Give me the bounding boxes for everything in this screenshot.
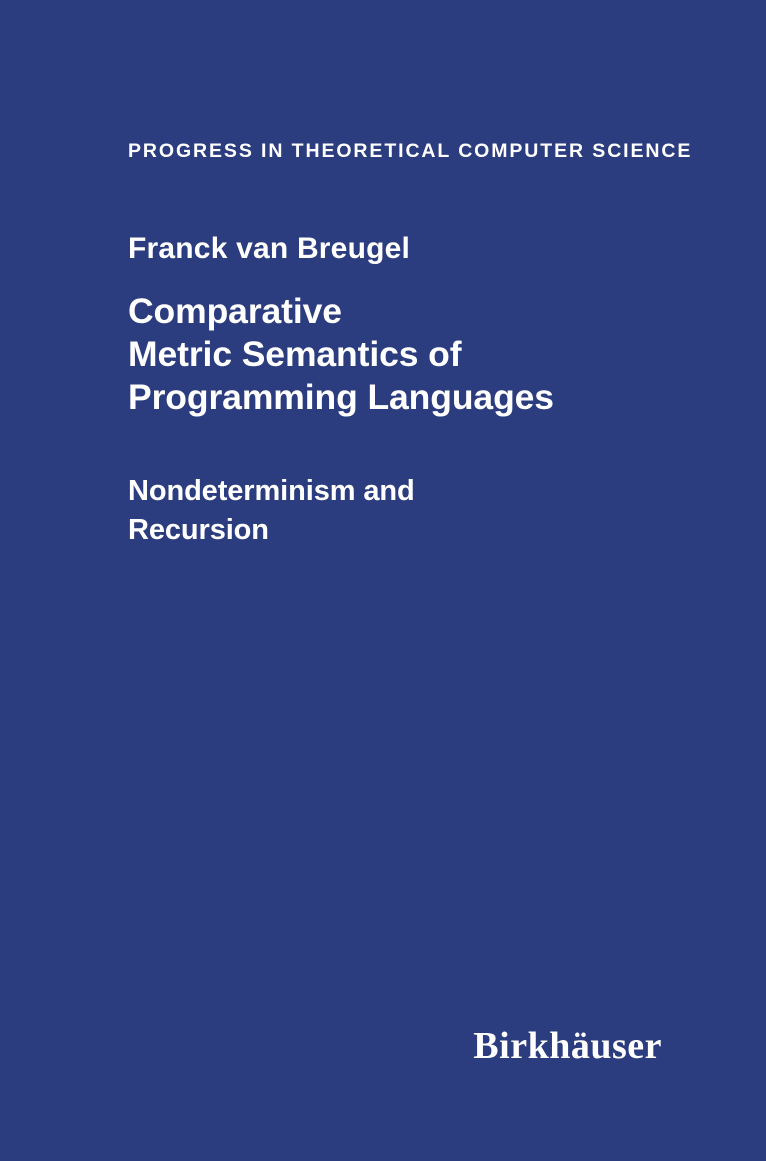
subtitle-line: Nondeterminism and bbox=[128, 475, 415, 507]
publisher-logo: Birkhäuser bbox=[473, 1025, 662, 1067]
subtitle-line: Recursion bbox=[128, 514, 269, 546]
author-name: Franck van Breugel bbox=[128, 232, 411, 265]
series-label: PROGRESS IN THEORETICAL COMPUTER SCIENCE bbox=[128, 140, 693, 162]
book-title bbox=[128, 290, 668, 419]
title-line: Programming Languages bbox=[128, 377, 554, 417]
title-line: Metric Semantics of bbox=[128, 334, 462, 374]
title-line: Comparative bbox=[128, 291, 342, 331]
book-subtitle bbox=[128, 472, 668, 550]
